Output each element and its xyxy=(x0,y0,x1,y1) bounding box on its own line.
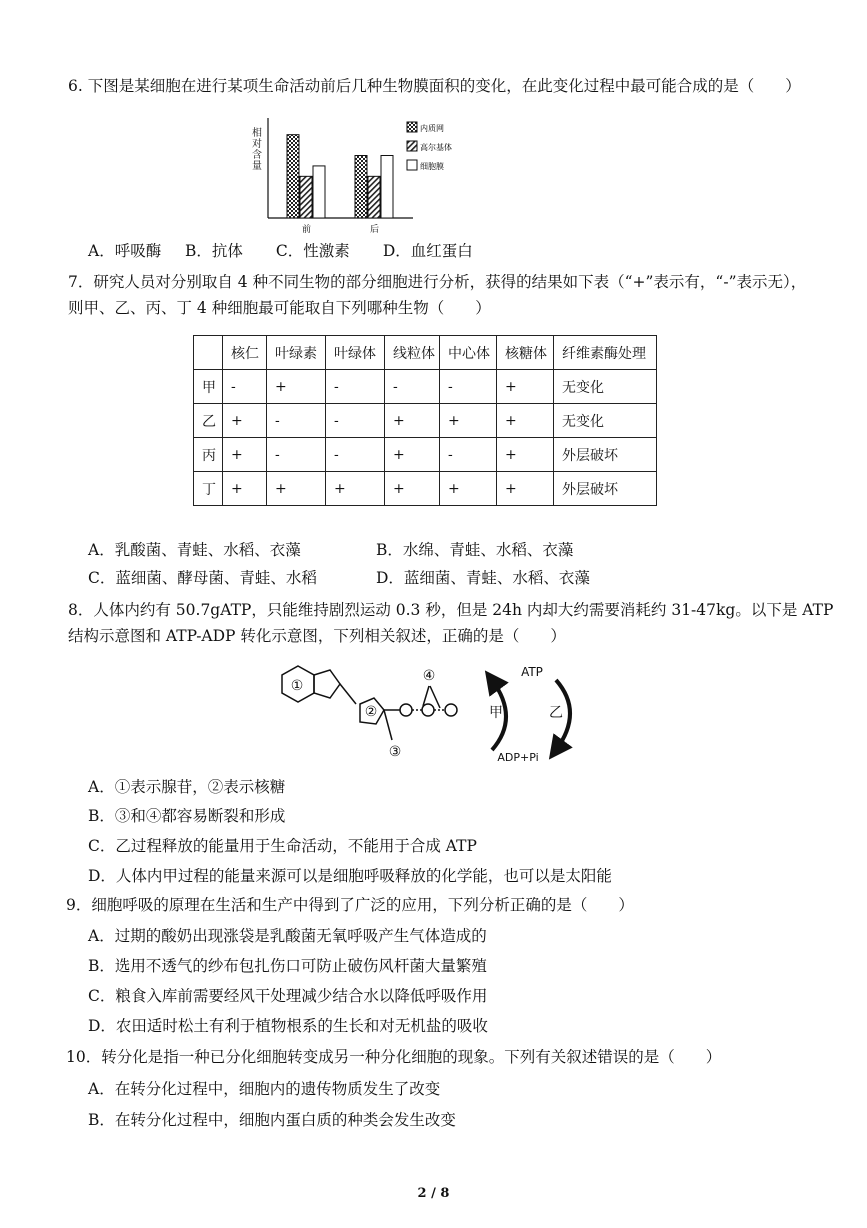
atp-adp-cycle-diagram xyxy=(480,660,584,770)
phosphate-circle xyxy=(400,704,412,716)
purine-pentagon xyxy=(314,670,340,698)
ylabel-char: 量 xyxy=(252,161,262,172)
q6-option-a[interactable]: A．呼吸酶 xyxy=(88,242,162,260)
table-header-cell: 纤维素酶处理 xyxy=(554,336,657,370)
y-axis-label xyxy=(252,126,262,172)
q9-option-a[interactable]: A．过期的酸奶出现涨袋是乳酸菌无氧呼吸产生气体造成的 xyxy=(88,927,487,945)
q10-option-a[interactable]: A．在转分化过程中，细胞内的遗传物质发生了改变 xyxy=(88,1080,441,1098)
table-cell: + xyxy=(385,404,440,438)
table-cell: + xyxy=(440,472,497,506)
q8-option-d[interactable]: D．人体内甲过程的能量来源可以是细胞呼吸释放的化学能，也可以是太阳能 xyxy=(88,867,612,885)
table-cell: + xyxy=(440,404,497,438)
x-tick-label: 后 xyxy=(369,225,380,235)
legend-swatch xyxy=(407,160,417,170)
table-cell: 甲 xyxy=(194,370,223,404)
q6-options xyxy=(88,241,473,261)
q9-option-d[interactable]: D．农田适时松土有利于植物根系的生长和对无机盐的吸收 xyxy=(88,1017,488,1035)
table-row xyxy=(194,370,657,404)
table-cell: + xyxy=(497,438,554,472)
page-number: 2 / 8 xyxy=(417,1186,450,1201)
table-header-cell: 叶绿素 xyxy=(267,336,326,370)
table-cell: + xyxy=(497,472,554,506)
bar-高尔基体-前 xyxy=(300,176,312,218)
legend-label: 高尔基体 xyxy=(420,143,452,152)
table-header-cell xyxy=(194,336,223,370)
ylabel-char: 相 xyxy=(252,128,262,139)
bar-内质网-后 xyxy=(355,156,367,219)
label-4: ④ xyxy=(422,668,436,684)
q6-option-b[interactable]: B．抗体 xyxy=(184,242,243,260)
legend-swatch xyxy=(407,141,417,151)
q8-option-c[interactable]: C．乙过程释放的能量用于生命活动，不能用于合成 ATP xyxy=(88,837,477,855)
q10-option-b[interactable]: B．在转分化过程中，细胞内蛋白质的种类会发生改变 xyxy=(88,1111,456,1129)
table-cell: 无变化 xyxy=(554,404,657,438)
q9-stem: 9．细胞呼吸的原理在生活和生产中得到了广泛的应用，下列分析正确的是（ ） xyxy=(66,896,634,914)
table-cell: + xyxy=(223,404,267,438)
table-header-cell: 中心体 xyxy=(440,336,497,370)
table-row xyxy=(194,404,657,438)
table-header-row xyxy=(194,336,657,370)
table-cell: - xyxy=(223,370,267,404)
table-cell: + xyxy=(326,472,385,506)
table-cell: - xyxy=(267,404,326,438)
phosphate-circle xyxy=(445,704,457,716)
table-row xyxy=(194,472,657,506)
legend-label: 细胞膜 xyxy=(420,162,444,171)
q6-option-d[interactable]: D．血红蛋白 xyxy=(382,242,473,260)
bar-细胞膜-前 xyxy=(313,166,325,218)
table-cell: + xyxy=(267,472,326,506)
table-header-cell: 叶绿体 xyxy=(326,336,385,370)
legend-swatch xyxy=(407,122,417,132)
bar-内质网-前 xyxy=(287,135,299,218)
table-cell: - xyxy=(440,370,497,404)
table-header-cell: 核仁 xyxy=(223,336,267,370)
q8-option-b[interactable]: B．③和④都容易断裂和形成 xyxy=(88,807,286,825)
table-cell: + xyxy=(267,370,326,404)
q8-stem-line1: 8．人体内约有 50.7gATP，只能维持剧烈运动 0.3 秒，但是 24h 内却大约需要消耗约 31-47kg。以下是 ATP xyxy=(68,601,834,619)
process-yi: 乙 xyxy=(549,705,563,721)
ylabel-char: 含 xyxy=(252,150,262,161)
table-cell: - xyxy=(326,438,385,472)
q7-option-d[interactable]: D．蓝细菌、青蛙、水稻、衣藻 xyxy=(376,569,590,587)
label-2: ② xyxy=(364,704,378,720)
table-cell: 丁 xyxy=(194,472,223,506)
legend-label: 内质网 xyxy=(420,124,444,133)
bar-细胞膜-后 xyxy=(381,156,393,219)
table-cell: - xyxy=(385,370,440,404)
table-cell: 丙 xyxy=(194,438,223,472)
q9-option-b[interactable]: B．选用不透气的纱布包扎伤口可防止破伤风杆菌大量繁殖 xyxy=(88,957,487,975)
bar-高尔基体-后 xyxy=(368,176,380,218)
table-header-cell: 核糖体 xyxy=(497,336,554,370)
table-cell: + xyxy=(385,472,440,506)
table-cell: - xyxy=(326,370,385,404)
table-cell: + xyxy=(223,438,267,472)
q6-option-c[interactable]: C．性激素 xyxy=(275,242,350,260)
table-cell: 外层破坏 xyxy=(554,438,657,472)
process-jia: 甲 xyxy=(489,705,503,721)
table-row xyxy=(194,438,657,472)
table-cell: 无变化 xyxy=(554,370,657,404)
table-cell: + xyxy=(223,472,267,506)
table-cell: + xyxy=(497,404,554,438)
q7-option-b[interactable]: B．水绵、青蛙、水稻、衣藻 xyxy=(376,541,574,559)
table-cell: + xyxy=(497,370,554,404)
table-header-cell: 线粒体 xyxy=(385,336,440,370)
q7-stem-line1: 7．研究人员对分别取自 4 种不同生物的部分细胞进行分析，获得的结果如下表（“+”表示有，“-”表示无）， xyxy=(68,273,807,291)
table-cell: 外层破坏 xyxy=(554,472,657,506)
atp-structure-diagram xyxy=(268,660,478,764)
q9-option-c[interactable]: C．粮食入库前需要经风干处理减少结合水以降低呼吸作用 xyxy=(88,987,488,1005)
q6-bar-chart xyxy=(245,112,475,237)
table-cell: 乙 xyxy=(194,404,223,438)
atp-label: ATP xyxy=(521,665,543,679)
bond-4-left xyxy=(423,686,429,706)
q10-stem: 10．转分化是指一种已分化细胞转变成另一种分化细胞的现象。下列有关叙述错误的是（ ） xyxy=(66,1048,722,1066)
q8-option-a[interactable]: A．①表示腺苷，②表示核糖 xyxy=(88,778,286,796)
table-cell: - xyxy=(326,404,385,438)
q7-table xyxy=(193,335,657,506)
q7-option-a[interactable]: A．乳酸菌、青蛙、水稻、衣藻 xyxy=(88,541,301,559)
x-tick-label: 前 xyxy=(301,225,312,235)
label-1: ① xyxy=(290,678,304,694)
table-cell: + xyxy=(385,438,440,472)
q8-stem-line2: 结构示意图和 ATP-ADP 转化示意图，下列相关叙述，正确的是（ ） xyxy=(68,627,566,645)
bond-3 xyxy=(384,710,392,740)
glycosidic-bond xyxy=(340,684,356,704)
label-3: ③ xyxy=(388,744,402,760)
table-cell: - xyxy=(440,438,497,472)
q7-option-c[interactable]: C．蓝细菌、酵母菌、青蛙、水稻 xyxy=(88,569,317,587)
ylabel-char: 对 xyxy=(252,139,262,150)
adp-label: ADP+Pi xyxy=(497,751,539,764)
q7-stem-line2: 则甲、乙、丙、丁 4 种细胞最可能取自下列哪种生物（ ） xyxy=(68,299,491,317)
table-cell: - xyxy=(267,438,326,472)
q6-stem: 6. 下图是某细胞在进行某项生命活动前后几种生物膜面积的变化，在此变化过程中最可能合成的是（ ） xyxy=(68,77,801,95)
